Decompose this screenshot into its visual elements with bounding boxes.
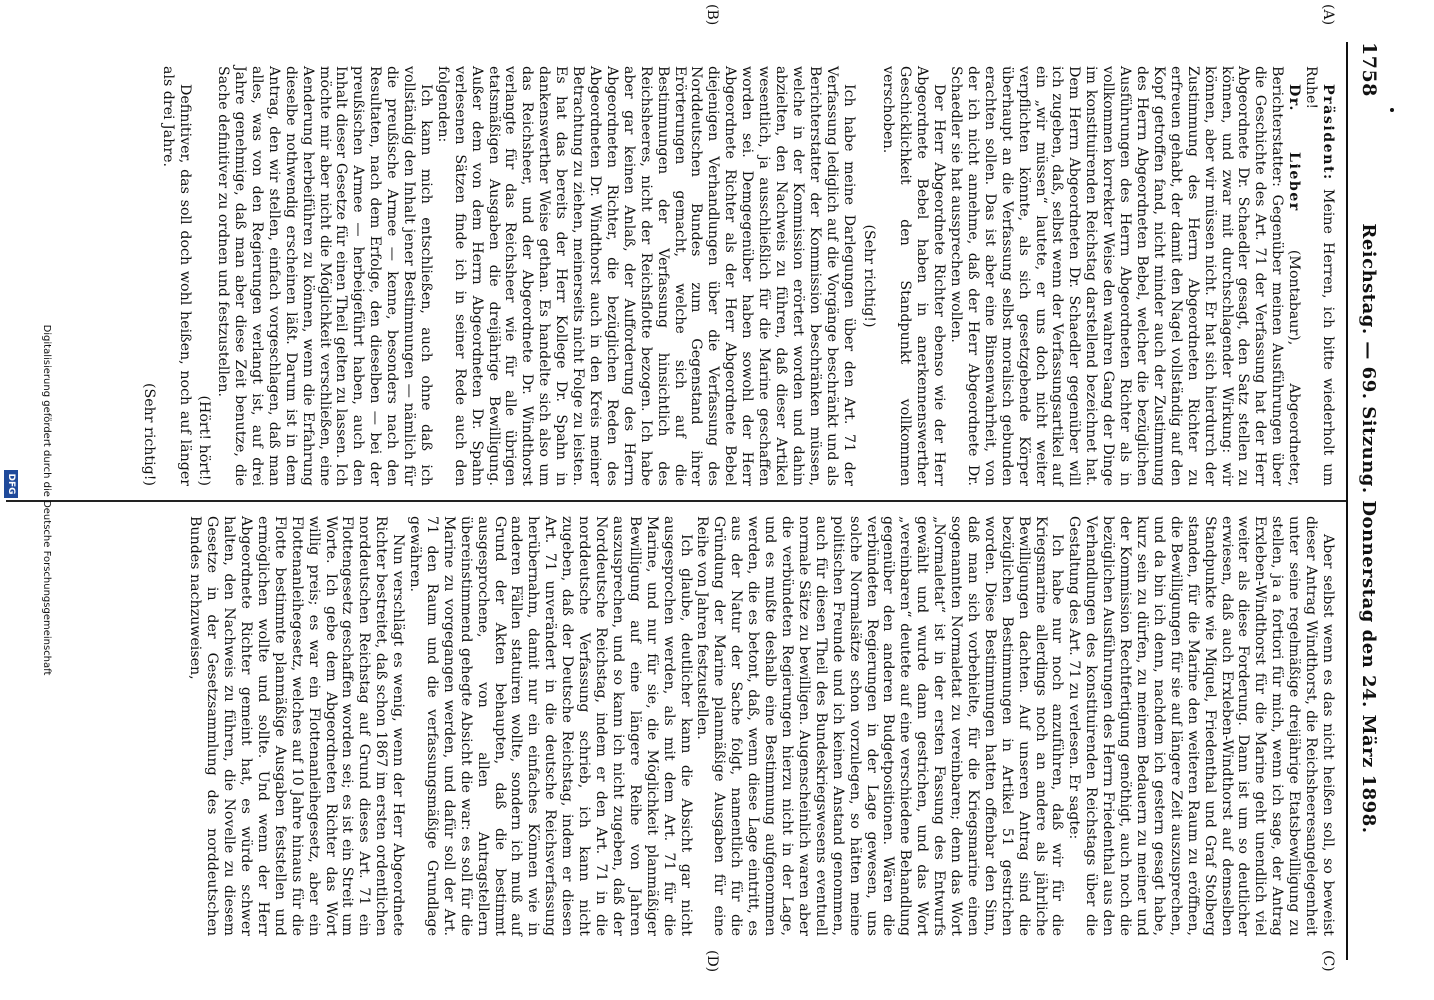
paragraph — [214, 66, 434, 486]
paragraph-text: Der Herr Abgeordnete Richter ebenso wie der Herr Abgeordnete Bebel haben in anerkennenswerther Geschicklichkeit den Standpunkt vollkommen verschoben. — [880, 66, 948, 486]
paragraph-text: (Montabaur), Abgeordneter, Berichterstatter: Gegenüber meinen Ausführungen über die Geschichte des Art. 71 der Verfassung hat der Herr Abgeordnete Dr. Schaedler gesagt, den Satz stellen zu können, und zwar mit durchschlagender Wirkung: wir können, aber wir müssen nicht. Er hat sich hierdurch der Zustimmung des Herrn Abgeordneten Richter zu erfreuen gehabt, der damit den Nagel vollständig auf den Kopf getroffen fand, nicht minder auch der Zustimmung des Herrn Abgeordneten Bebel, welcher die bezüglichen Ausführungen des Herrn Abgeordneten Richter als in vollkommen korrekter Weise den wahren Gang der Dinge im konstituirenden Reichstag darstellend bezeichnet hat. Dem Herrn Abgeordneten Dr. Schaedler gegenüber will ich zugeben, daß, selbst wenn der Verfassungsartikel auf ein „wir müssen“ lautete, er uns doch nicht weiter verpflichten könnte, als sich gesetzgebende Körper überhaupt an die Verfassung selbst moralisch gebunden erachten sollen. Das ist aber eine Binsenwahrheit, von der ich nicht annehme, daß der Herr Abgeordnete Dr. Schaedler sie hat aussprechen wollen. — [948, 66, 1303, 486]
paragraph — [434, 66, 857, 486]
page-title: Reichstag. — 69. Sitzung. Donnerstag den 24. März 1898. — [1358, 223, 1379, 834]
page-header — [1350, 42, 1380, 960]
dfg-logo: DFG — [4, 470, 18, 498]
interjection: (Sehr richtig!) — [860, 224, 877, 328]
paragraph-text: Ich glaube, deutlicher kann die Absicht gar nicht ausgesprochen werden, als mit dem Art. 71 für die Marine, und nur für sie, die Möglichkeit planmäßiger Bewilligung auf eine längere Reihe von Jahren auszusprechen, und so kann ich nicht zugeben, daß der Norddeutsche Reichstag, indem er den Art. 71 in die norddeutsche Verfassung schrieb, ich kann nicht zugeben, daß der Deutsche Reichstag, indem er diesen Art. 71 unverändert in die deutsche Reichsverfassung herübernahm, damit nur ein einfaches Können wie in anderen Fällen statuiren wollte, sondern ich muß auf Grund der Akten behaupten, daß die bestimmt ausgesprochene, von allen Antragstellern übereinstimmend gehegte Absicht die war: es soll für die Marine zu vorgegangen werden, und dafür soll der Art. 71 den Raum und die verfassungsmäßige Grundlage gewähren. — [407, 516, 694, 936]
paragraph — [159, 66, 193, 486]
paragraph — [694, 516, 1066, 936]
margin-mark-a: (A) — [1320, 4, 1336, 26]
ink-dot — [1390, 108, 1394, 112]
paragraph — [1066, 516, 1337, 936]
paragraph-text: Ich kann mich entschließen, auch ohne daß ich vollständig den Inhalt jener Bestimmungen — nämlich für die preußische Armee — kenne, besonders nach den Resultaten, nach dem Erfolge, den dieselben — bei der preußischen Armee — herbeigeführt haben, auch den Inhalt dieser Gesetze für einen Theil gelten zu lassen. Ich möchte mir aber nicht die Möglichkeit verschließen, eine Aenderung herbeiführen zu können, wenn die Erfahrung dieselbe nothwendig erscheinen läßt. Darum ist in dem Antrag, den wir stellen, einfach vorgeschlagen, daß man alles, was von den Regierungen verlangt ist, auf drei Jahre genehmige, daß man aber diese Zeit benutze, die Sache definitiver zu ordnen und festzustellen. — [215, 66, 434, 486]
paragraph — [186, 516, 406, 936]
speaker-name: Dr. Lieber — [1286, 84, 1303, 212]
paragraph-text: Aber selbst wenn es das nicht heißen soll, so beweist dieser Antrag Windthorst, die Reichsheeresangelegenheit unter seine regelmäßige dreijährige Etatsbewilligung zu stellen, ja a fortiori für mich, wenn ich sage, der Antrag Erxleben-Windthorst für die Marine geht unendlich viel weiter als diese Forderung. Dann ist um so deutlicher erwiesen, daß auch Erxleben-Windthorst auf demselben Standpunkte wie Miquel, Friedenthal und Graf Stolberg standen, für die Marine den weiteren Raum zu eröffnen, die Bewilligungen für sie auf längere Zeit auszusprechen, und da bin ich denn, nachdem ich gestern gesagt habe, kurz sein zu dürfen, zu meinem Bedauern zu meiner und der Kommission Rechtfertigung genöthigt, auch noch die bezüglichen Ausführungen des Herrn Friedenthal aus den Verhandlungen des konstituirenden Reichstags über die Gestaltung des Art. 71 zu verlesen. Er sagte: — [1066, 516, 1336, 936]
left-column — [139, 66, 1336, 486]
paragraph-text: Ich habe meine Darlegungen über den Art. 71 der Verfassung lediglich auf die Vorgänge beschränkt und als Berichterstatter der Kommission beschränken müssen, welche in der Kommission erörtert worden und dahin abzielten, den Nachweis zu führen, daß dieser Artikel wesentlich, ja ausschließlich für die Marine geschaffen worden sei. Demgegenüber haben sowohl der Herr Abgeordnete Richter als der Herr Abgeordnete Bebel diejenigen Verhandlungen über die Verfassung des Norddeutschen Bundes zum Gegenstand ihrer Erörterungen gemacht, welche sich auf die Bestimmungen der Verfassung hinsichtlich des Reichsheeres, nicht der Reichsflotte bezogen. Ich habe aber gar keinen Anlaß, der Aufforderung des Herrn Abgeordneten Richter, die bezüglichen Reden des Abgeordneten Dr. Windthorst auch in den Kreis meiner Betrachtung zu ziehen, meinerseits nicht Folge zu leisten. Es hat das bereits der Herr Kollege Dr. Spahn in dankenswerther Weise gethan. Es handelte sich also um das Reichsheer, und der Abgeordnete Dr. Windthorst verlangte für das Reichsheer wie für alle übrigen etatsmäßigen Ausgaben die dreijährige Bewilligung. Außer dem von dem Herrn Abgeordneten Dr. Spahn verlesenen Sätzen finde ich in seiner Rede auch den folgenden: — [434, 66, 857, 486]
interjection: (Hört! hört!) — [196, 395, 213, 486]
right-column — [186, 516, 1336, 936]
margin-mark-c: (C) — [1320, 950, 1336, 972]
paragraph-text: Definitiver, das soll doch wohl heißen, noch auf länger als drei Jahre. — [160, 66, 194, 486]
page-number: 1758 — [1358, 42, 1380, 97]
paragraph — [880, 66, 948, 486]
margin-mark-b: (B) — [704, 4, 720, 26]
paragraph-text: Ich habe nur noch anzuführen, daß wir für die Kriegsmarine allerdings noch an andere als jährliche Bewilligungen dachten. Auf unseren Antrag sind die bezüglichen Bestimmungen in Artikel 51 gestrichen worden. Diese Bestimmungen hatten offenbar den Sinn, daß man sich vorbehielte, für die Kriegsmarine einen sogenannten Normaletat zu vereinbaren; denn das Wort „Normaletat“ ist in der ersten Fassung des Entwurfs gewählt und wurde dann gestrichen, und das Wort „vereinbaren“ deutete auf eine verschiedene Behandlung gegenüber den anderen Budgetpositionen. Wären die verbündeten Regierungen in der Lage gewesen, uns solche Normalsätze schon vorzulegen, so hätten meine politischen Freunde und ich keinen Anstand genommen, auch für diesen Theil des Bundeskriegswesens eventuell normale Sätze zu bewilligen. Augenscheinlich waren aber die verbündeten Regierungen hierzu nicht in der Lage, und es mußte deshalb eine Bestimmung aufgenommen werden, die es betont, daß, wenn diese Lage eintritt, es aus der Natur der Sache folgt, namentlich für die Gründung der Marine planmäßige Ausgaben für eine Reihe von Jahren festzustellen. — [694, 516, 1066, 936]
header-rule — [1346, 42, 1348, 960]
paragraph-text: Nun verschlägt es wenig, wenn der Herr Abgeordnete Richter bestreitet, daß schon 1867 im ersten ordentlichen norddeutschen Reichstag auf Grund dieses Art. 71 ein Flottengesetz geschaffen worden sei; es ist ein Streit um Worte. Ich gebe dem Abgeordneten Richter das Wort willig preis; es war ein Flottenanleihegesetz, aber ein Flottenanleihegesetz, welches auf 10 Jahre hinaus für die Flotte bestimmte planmäßige Ausgaben feststellen und ermöglichen wollte und sollte. Und wenn der Herr Abgeordnete Richter gemeint hat, es würde schwer halten, den Nachweis zu führen, die Novelle zu diesem Gesetze in der Gesetzsammlung des norddeutschen Bundes nachzuweisen, — [187, 516, 407, 936]
digitization-credit: Digitalisierung gefördert durch die Deutsche Forschungsgemeinschaft — [41, 324, 52, 676]
paragraph-text: Meine Herren, ich bitte wiederholt um Ruhe! — [1303, 66, 1336, 486]
paragraph — [947, 66, 1302, 486]
paragraph — [1302, 66, 1336, 486]
interjection: (Sehr richtig!) — [141, 382, 158, 486]
column-divider — [6, 500, 1346, 502]
margin-mark-d: (D) — [704, 950, 720, 973]
speaker-name: Präsident: — [1320, 84, 1336, 181]
paragraph — [406, 516, 693, 936]
